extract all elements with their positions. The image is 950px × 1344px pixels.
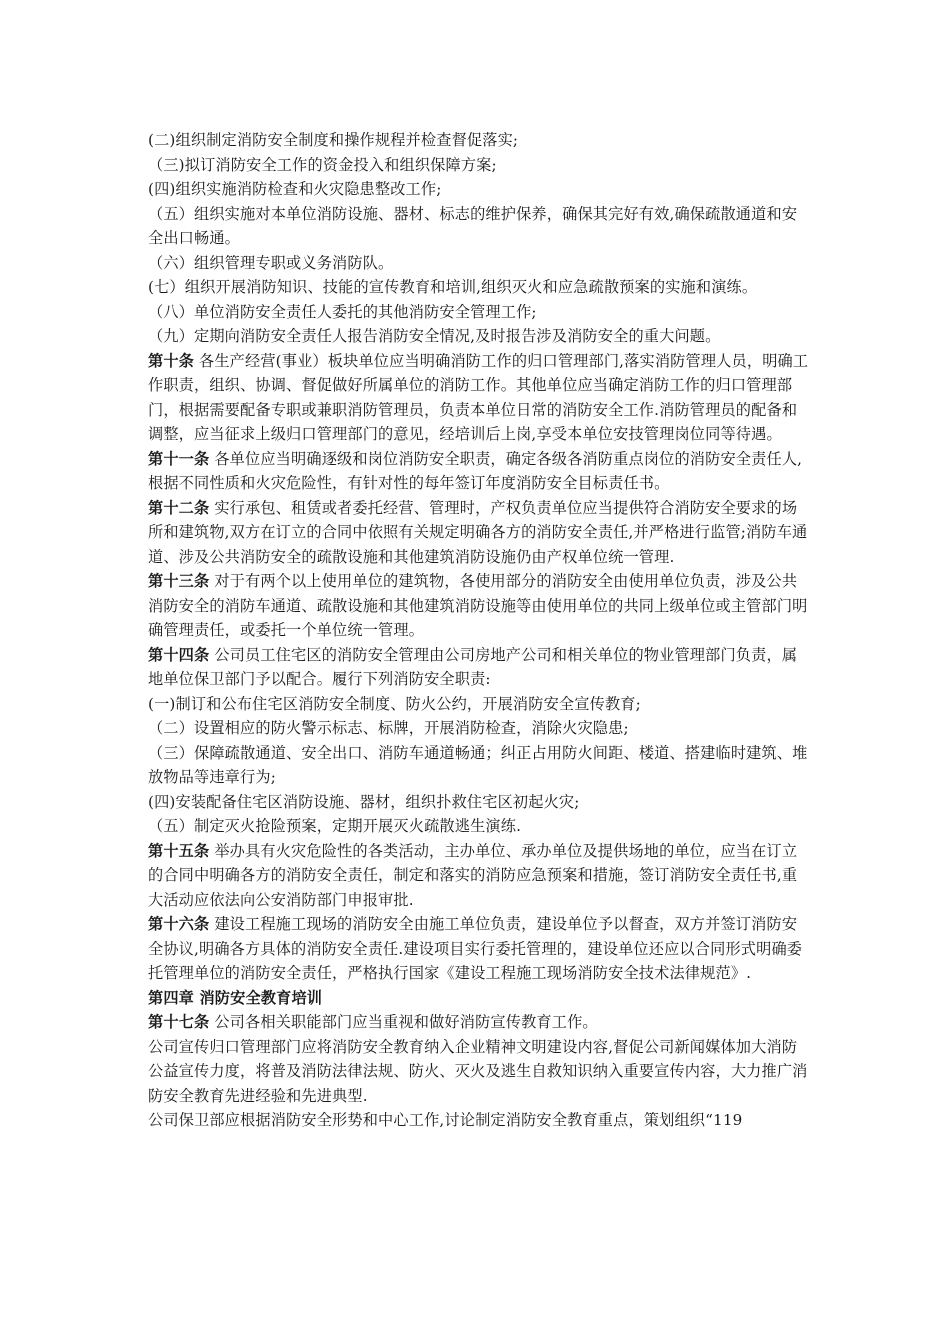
paragraph-text: （五）制定灭火抢险预案，定期开展灭火疏散逃生演练. (148, 817, 522, 835)
paragraph-text: (七）组织开展消防知识、技能的宣传教育和培训,组织灭火和应急疏散预案的实施和演练。 (148, 278, 758, 296)
paragraph-text: 各生产经营(事业）板块单位应当明确消防工作的归口管理部门,落实消防管理人员，明确工作职责，组织、协调、督促做好所属单位的消防工作。其他单位应当确定消防工作的归口管理部门，根据需要配备专职或兼职消防管理员，负责本单位日常的消防安全工作.消防管理员的配备和调整，应当征求上级归口管理部门的意见，经培训后上岗,享受本单位安技管理岗位同等待遇。 (148, 351, 809, 443)
paragraph (148, 251, 810, 276)
article-heading: 第十七条 (148, 1013, 210, 1031)
paragraph (148, 692, 810, 717)
paragraph (148, 496, 810, 570)
paragraph (148, 324, 810, 349)
paragraph-text: 公司宣传归口管理部门应将消防安全教育纳入企业精神文明建设内容,督促公司新闻媒体加大消防公益宣传力度，将普及消防法律法规、防火、灭火及逃生自救知识纳入重要宣传内容，大力推广消防安全教育先进经验和先进典型. (148, 1037, 808, 1105)
paragraph-text: (四)组织实施消防检查和火灾隐患整改工作; (148, 180, 442, 198)
paragraph (148, 1035, 810, 1109)
article-heading: 第十条 (148, 351, 195, 370)
paragraph-text: 各单位应当明确逐级和岗位消防安全职责，确定各级各消防重点岗位的消防安全责任人,根据不同性质和火灾危险性，有针对性的每年签订年度消防安全目标责任书。 (148, 449, 803, 492)
document-body (148, 128, 810, 1133)
paragraph (148, 716, 810, 741)
article-heading: 第四章 消防安全教育培训 (148, 988, 323, 1007)
paragraph (148, 447, 810, 496)
paragraph-text: 建设工程施工现场的消防安全由施工单位负责，建设单位予以督查，双方并签订消防安全协议,明确各方具体的消防安全责任.建设项目实行委托管理的，建设单位还应以合同形式明确委托管理单位的消防安全责任，严格执行国家《建设工程施工现场消防安全技术法律规范》. (148, 915, 803, 982)
paragraph-text: （二）设置相应的防火警示标志、标牌，开展消防检查，消除火灾隐患; (148, 719, 629, 737)
paragraph-text: （六）组织管理专职或义务消防队。 (148, 253, 394, 272)
paragraph (148, 569, 810, 643)
paragraph (148, 177, 810, 202)
paragraph (148, 300, 810, 325)
paragraph-text: （五）组织实施对本单位消防设施、器材、标志的维护保养，确保其完好有效,确保疏散通道和安全出口畅通。 (148, 204, 798, 247)
paragraph-text: (一)制订和公布住宅区消防安全制度、防火公约，开展消防安全宣传教育; (148, 694, 641, 713)
paragraph (148, 202, 810, 251)
paragraph-text: （九）定期向消防安全责任人报告消防安全情况,及时报告涉及消防安全的重大问题。 (148, 327, 721, 345)
paragraph-text: (二)组织制定消防安全制度和操作规程并检查督促落实; (148, 131, 519, 149)
paragraph-text: （三)拟订消防安全工作的资金投入和组织保障方案; (148, 155, 497, 174)
article-heading: 第十三条 (148, 572, 210, 590)
paragraph-text: 公司各相关职能部门应当重视和做好消防宣传教育工作。 (209, 1013, 598, 1031)
article-heading: 第十五条 (148, 841, 210, 860)
paragraph-text: 公司员工住宅区的消防安全管理由公司房地产公司和相关单位的物业管理部门负责，属地单位保卫部门予以配合。履行下列消防安全职责: (148, 645, 798, 688)
paragraph-text: (四)安装配备住宅区消防设施、器材，组织扑救住宅区初起火灾; (148, 792, 580, 811)
paragraph-text: （八）单位消防安全责任人委托的其他消防安全管理工作; (148, 302, 537, 321)
paragraph (148, 790, 810, 815)
paragraph (148, 153, 810, 178)
article-heading: 第十一条 (148, 449, 210, 468)
paragraph-text: 举办具有火灾危险性的各类活动，主办单位、承办单位及提供场地的单位，应当在订立的合同中明确各方的消防安全责任，制定和落实的消防应急预案和措施，签订消防安全责任书,重大活动应依法向公安消防部门申报审批. (148, 841, 798, 909)
paragraph (148, 986, 810, 1011)
paragraph (148, 839, 810, 913)
paragraph (148, 349, 810, 447)
paragraph (148, 741, 810, 790)
paragraph-text: 对于有两个以上使用单位的建筑物，各使用部分的消防安全由使用单位负责，涉及公共消防安全的消防车通道、疏散设施和其他建筑消防设施等由使用单位的共同上级单位或主管部门明确管理责任，或委托一个单位统一管理。 (148, 572, 808, 639)
paragraph (148, 643, 810, 692)
article-heading: 第十二条 (148, 498, 210, 517)
paragraph (148, 128, 810, 153)
paragraph (148, 1108, 810, 1133)
paragraph-text: 实行承包、租赁或者委托经营、管理时，产权负责单位应当提供符合消防安全要求的场所和建筑物,双方在订立的合同中依照有关规定明确各方的消防安全责任,并严格进行监管;消防车通道、涉及公共消防安全的疏散设施和其他建筑消防设施仍由产权单位统一管理. (148, 498, 808, 566)
paragraph (148, 814, 810, 839)
paragraph-text: （三）保障疏散通道、安全出口、消防车通道畅通；纠正占用防火间距、楼道、搭建临时建筑、堆放物品等违章行为; (148, 743, 808, 786)
article-heading: 第十六条 (148, 915, 210, 933)
paragraph (148, 275, 810, 300)
paragraph (148, 912, 810, 986)
paragraph (148, 1010, 810, 1035)
paragraph-text: 公司保卫部应根据消防安全形势和中心工作,讨论制定消防安全教育重点，策划组织“119 (148, 1111, 743, 1129)
article-heading: 第十四条 (148, 645, 210, 664)
